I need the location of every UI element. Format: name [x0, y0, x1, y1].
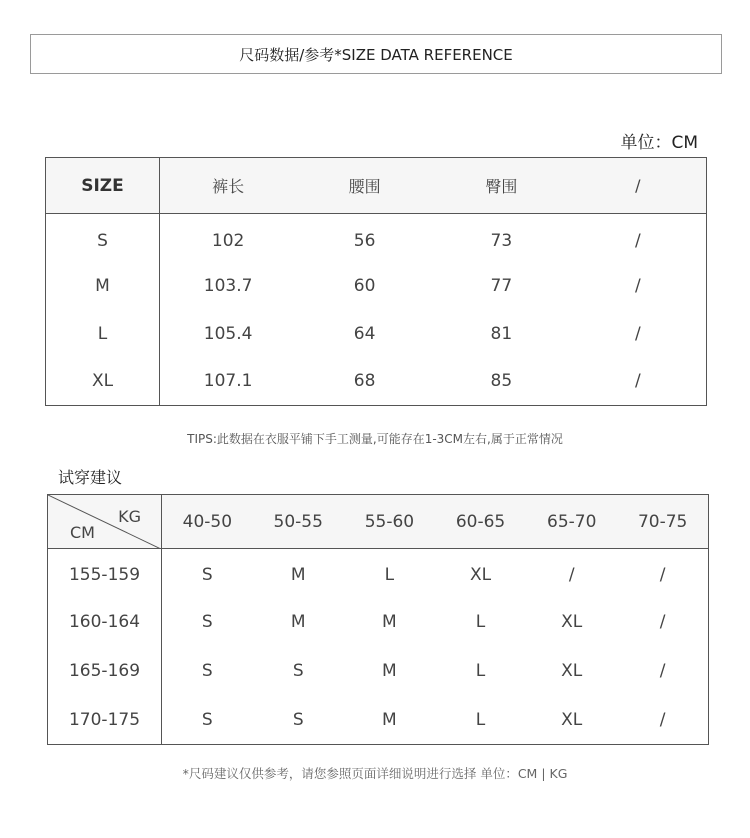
table-row [46, 262, 707, 310]
table-row [48, 647, 709, 696]
size-suggestion-cell: / [659, 661, 666, 681]
table-row [48, 549, 709, 598]
size-cell: L [46, 310, 160, 358]
size-suggestion-cell: XL [561, 709, 583, 730]
value-cell: 64 [353, 323, 376, 344]
height-cell: 170-175 [48, 696, 162, 745]
page-title: 尺码数据/参考*SIZE DATA REFERENCE [239, 45, 513, 64]
height-cell: 160-164 [48, 598, 162, 647]
footnote: *尺码建议仅供参考，请您参照页面详细说明进行选择 单位：CM | KG [182, 766, 568, 781]
size-table [45, 157, 707, 406]
value-cell: 56 [353, 230, 376, 251]
header-cell: SIZE [46, 158, 160, 214]
header-cell: 腰围 [348, 177, 381, 196]
size-suggestion-cell: / [659, 565, 666, 586]
table-row [48, 598, 709, 647]
corner-cm-label: CM [70, 523, 95, 542]
size-suggestion-cell: / [568, 565, 575, 586]
size-suggestion-cell: S [201, 612, 213, 632]
height-cell: 155-159 [48, 549, 162, 598]
corner-cell [48, 495, 162, 549]
weight-header: 50-55 [273, 511, 323, 532]
value-cell: 107.1 [203, 371, 253, 392]
header-cell: / [635, 176, 641, 195]
unit-label: 单位：CM [620, 133, 698, 153]
header-cell: 臀围 [485, 177, 518, 196]
weight-header: 40-50 [182, 511, 233, 532]
value-cell: / [635, 323, 641, 344]
size-suggestion-cell: / [659, 709, 666, 730]
size-table-header [46, 158, 707, 214]
table-row [46, 214, 707, 262]
value-cell: 68 [353, 371, 376, 392]
size-cell: M [46, 262, 160, 310]
weight-header: 65-70 [547, 511, 597, 532]
diagonal-divider [48, 495, 161, 549]
value-cell: / [635, 371, 641, 392]
size-suggestion-cell: M [382, 709, 397, 730]
weight-header: 55-60 [364, 511, 415, 532]
header-cell: 裤长 [212, 177, 245, 196]
size-suggestion-cell: S [201, 565, 213, 586]
suggestion-title: 试穿建议 [58, 468, 123, 487]
value-cell: / [635, 275, 641, 296]
value-cell: 103.7 [203, 275, 253, 296]
size-suggestion-cell: XL [469, 565, 492, 586]
value-cell: 73 [490, 230, 513, 251]
table-row [46, 310, 707, 358]
corner-kg-label: KG [118, 507, 141, 526]
size-suggestion-cell: S [201, 709, 213, 730]
size-suggestion-cell: M [290, 565, 306, 586]
size-suggestion-cell: L [475, 612, 486, 632]
size-suggestion-cell: L [475, 661, 486, 681]
size-suggestion-cell: S [292, 709, 304, 730]
size-suggestion-cell: M [382, 661, 397, 681]
weight-header: 70-75 [637, 511, 688, 532]
value-cell: 77 [490, 275, 513, 296]
size-suggestion-cell: / [659, 612, 666, 632]
value-cell: 81 [490, 323, 513, 344]
value-cell: 85 [490, 371, 513, 392]
suggestion-table [47, 494, 709, 745]
size-cell: XL [46, 358, 160, 406]
weight-header: 60-65 [455, 511, 506, 532]
size-suggestion-cell: L [384, 565, 395, 586]
value-cell: 105.4 [203, 323, 253, 344]
size-suggestion-cell: XL [561, 661, 583, 681]
suggestion-table-header [48, 495, 709, 549]
value-cell: / [635, 230, 641, 251]
size-suggestion-cell: XL [561, 612, 583, 632]
size-suggestion-cell: S [292, 661, 304, 681]
size-suggestion-cell: M [290, 612, 306, 632]
size-cell: S [46, 214, 160, 262]
value-cell: 102 [211, 230, 245, 251]
table-row [46, 358, 707, 406]
value-cell: 60 [353, 275, 376, 296]
size-suggestion-cell: M [382, 612, 397, 632]
height-cell: 165-169 [48, 647, 162, 696]
tips-note: TIPS:此数据在衣服平铺下手工测量,可能存在1-3CM左右,属于正常情况 [187, 432, 563, 446]
size-suggestion-cell: L [475, 709, 486, 730]
size-suggestion-cell: S [201, 661, 213, 681]
table-row [48, 696, 709, 745]
title-banner [30, 34, 722, 74]
